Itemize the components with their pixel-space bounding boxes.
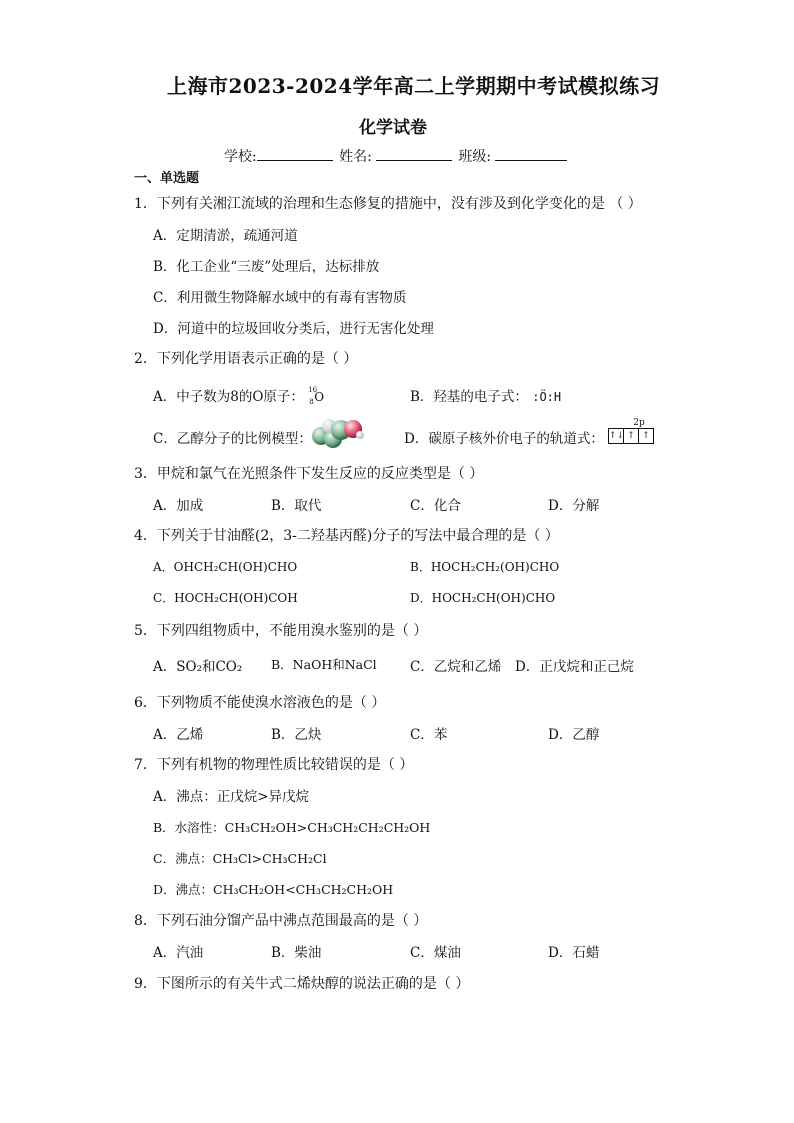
- question-3-option-d[interactable]: D．分解: [548, 498, 600, 514]
- question-8-stem: 8．下列石油分馏产品中沸点范围最高的是（ ）: [134, 913, 428, 929]
- orbital-box-3: ↑: [638, 428, 654, 444]
- carbon-orbital-diagram: [609, 418, 663, 444]
- question-4-option-c[interactable]: C．HOCH₂CH(OH)COH: [153, 591, 298, 605]
- nuclide-symbol: 16 8 O: [308, 385, 325, 406]
- question-5-option-a[interactable]: A．SO₂和CO₂: [153, 659, 243, 675]
- name-field[interactable]: [376, 148, 452, 161]
- question-5-option-b[interactable]: B．NaOH和NaCl: [271, 657, 377, 672]
- question-4-stem: 4．下列关于甘油醛(2，3-二羟基丙醛)分子的写法中最合理的是（ ）: [134, 528, 559, 544]
- question-1-stem: 1．下列有关湘江流域的治理和生态修复的措施中，没有涉及到化学变化的是 （ ）: [134, 196, 642, 212]
- question-2-option-c[interactable]: C．乙醇分子的比例模型：: [153, 431, 312, 447]
- question-2-option-d[interactable]: D．碳原子核外价电子的轨道式：: [404, 431, 604, 447]
- question-8-option-c[interactable]: C．煤油: [410, 945, 461, 961]
- question-7-option-c[interactable]: C．沸点：CH₃Cl>CH₃CH₂Cl: [153, 851, 327, 866]
- question-5-option-d[interactable]: D．正戊烷和正己烷: [515, 659, 634, 675]
- question-5-option-c[interactable]: C．乙烷和乙烯: [410, 659, 502, 675]
- question-3-option-c[interactable]: C．化合: [410, 498, 461, 514]
- question-3-option-b[interactable]: B．取代: [271, 498, 322, 514]
- question-2-stem: 2．下列化学用语表示正确的是（ ）: [134, 351, 358, 367]
- question-8-option-b[interactable]: B．柴油: [271, 945, 322, 961]
- orbital-box-1: ↑↓: [608, 428, 624, 444]
- question-2-option-b[interactable]: B．羟基的电子式： :Ö:H: [410, 389, 562, 405]
- question-6-option-c[interactable]: C．苯: [410, 727, 448, 743]
- question-7-stem: 7．下列有机物的物理性质比较错误的是（ ）: [134, 757, 414, 773]
- question-4-option-b[interactable]: B．HOCH₂CH₂(OH)CHO: [410, 560, 560, 574]
- question-9-stem: 9．下图所示的有关牛式二烯炔醇的说法正确的是（ ）: [134, 976, 470, 992]
- question-1-option-b[interactable]: B．化工企业“三废”处理后，达标排放: [153, 259, 380, 275]
- ethanol-space-filling-model: [311, 417, 365, 449]
- question-8-option-d[interactable]: D．石蜡: [548, 945, 600, 961]
- exam-title: 上海市2023-2024学年高二上学期期中考试模拟练习: [167, 74, 661, 98]
- question-6-option-b[interactable]: B．乙炔: [271, 727, 322, 743]
- student-info-row: [224, 146, 567, 166]
- question-2-option-a[interactable]: A．中子数为8的O原子： 16 8 O: [153, 385, 326, 406]
- question-6-option-a[interactable]: A．乙烯: [153, 727, 204, 743]
- question-5-stem: 5．下列四组物质中，不能用溴水鉴别的是（ ）: [134, 623, 428, 639]
- question-4-option-a[interactable]: A．OHCH₂CH(OH)CHO: [153, 560, 298, 574]
- section-heading: 一、单选题: [134, 171, 200, 186]
- class-field[interactable]: [495, 148, 567, 161]
- question-7-option-b[interactable]: B．水溶性：CH₃CH₂OH>CH₃CH₂CH₂CH₂OH: [153, 820, 431, 835]
- school-label: 学校:: [224, 149, 257, 165]
- class-label: 班级:: [458, 149, 492, 165]
- question-8-option-a[interactable]: A．汽油: [153, 945, 204, 961]
- hydroxyl-electron-formula: :Ö:H: [532, 390, 562, 404]
- orbital-box-2: ↑: [623, 428, 639, 444]
- orbital-label: 2p: [633, 418, 645, 428]
- question-3-stem: 3．甲烷和氯气在光照条件下发生反应的反应类型是（ ）: [134, 466, 484, 482]
- question-6-option-d[interactable]: D．乙醇: [548, 727, 600, 743]
- question-3-option-a[interactable]: A．加成: [153, 498, 204, 514]
- school-field[interactable]: [257, 148, 333, 161]
- question-1-option-d[interactable]: D．河道中的垃圾回收分类后，进行无害化处理: [153, 321, 434, 337]
- name-label: 姓名:: [339, 149, 372, 165]
- exam-subtitle: 化学试卷: [359, 118, 427, 138]
- question-7-option-d[interactable]: D．沸点：CH₃CH₂OH<CH₃CH₂CH₂OH: [153, 882, 394, 897]
- question-7-option-a[interactable]: A．沸点：正戊烷>异戊烷: [153, 789, 310, 805]
- question-1-option-a[interactable]: A．定期清淤，疏通河道: [153, 228, 298, 244]
- question-1-option-c[interactable]: C．利用微生物降解水域中的有毒有害物质: [153, 290, 407, 306]
- question-4-option-d[interactable]: D．HOCH₂CH(OH)CHO: [410, 591, 556, 605]
- question-6-stem: 6．下列物质不能使溴水溶液色的是（ ）: [134, 695, 386, 711]
